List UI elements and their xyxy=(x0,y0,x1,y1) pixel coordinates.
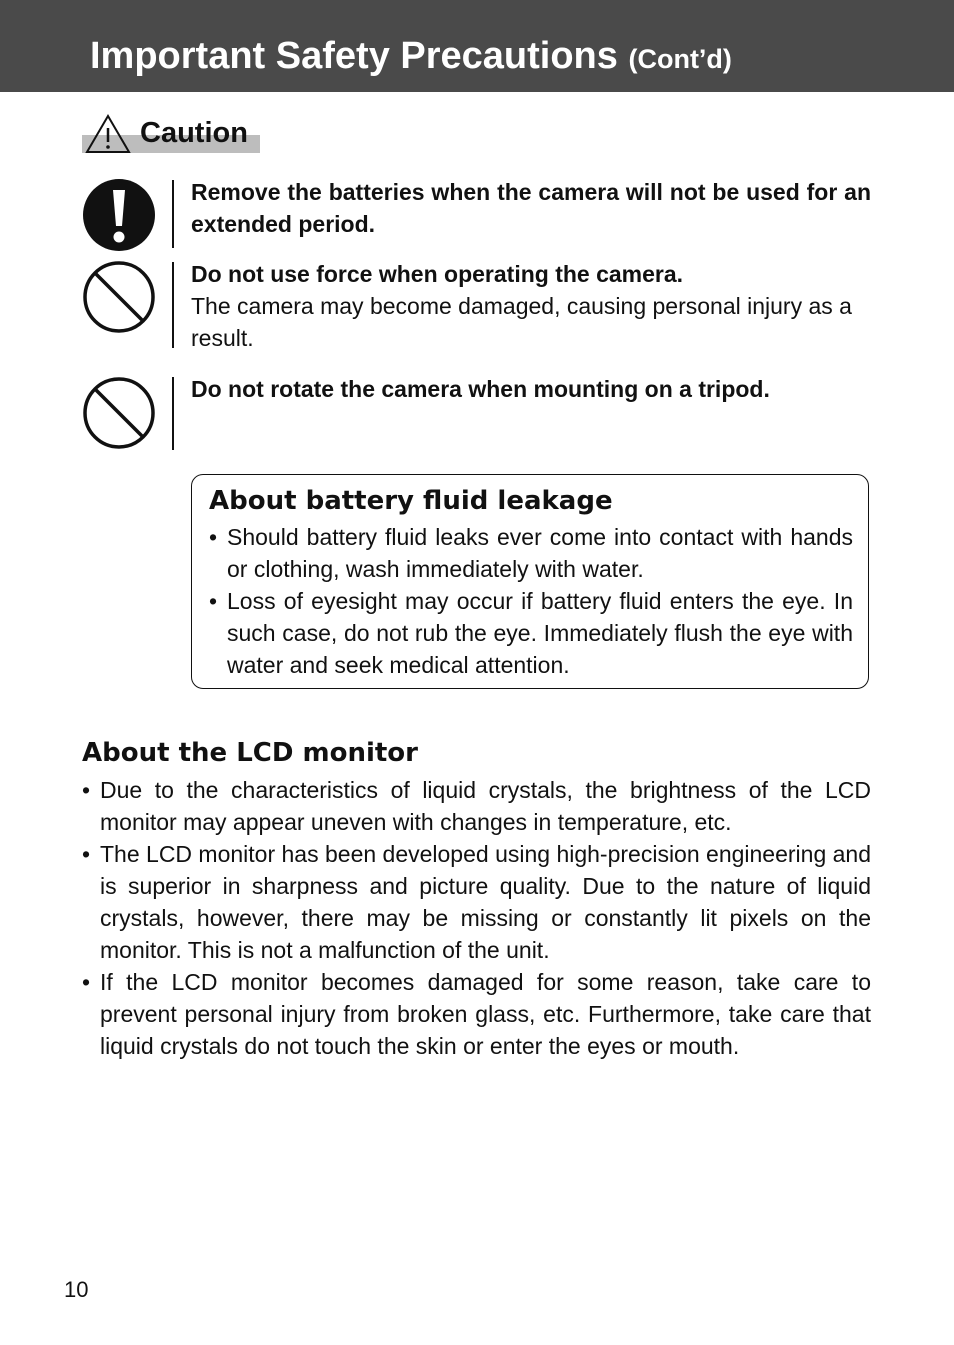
item-text xyxy=(191,176,871,240)
battery-fluid-note xyxy=(191,474,869,689)
exclamation-icon xyxy=(82,178,156,252)
item-text xyxy=(191,258,871,354)
list-item: • The LCD monitor has been developed using high-precision engineering and is superior in sharpness and picture quality. Due to the nature of liquid crystals, however, there may be missing or constantly lit pixels on the monitor. This is not a malfunction of the unit. xyxy=(82,838,871,966)
item-divider xyxy=(172,377,174,450)
note-bullet-list xyxy=(209,521,853,681)
list-item: • If the LCD monitor becomes damaged for some reason, take care to prevent personal injury from broken glass, etc. Furthermore, take care that liquid crystals do not touch the skin or enter the eyes or mouth. xyxy=(82,966,871,1062)
item-heading: Remove the batteries when the camera will not be used for an extended period. xyxy=(191,179,871,237)
item-divider xyxy=(172,262,174,348)
list-item: • Should battery fluid leaks ever come into contact with hands or clothing, wash immediately with water. xyxy=(209,521,853,585)
caution-label: Caution xyxy=(140,117,248,149)
lcd-bullet-list xyxy=(82,774,871,1062)
lcd-section-title: About the LCD monitor xyxy=(82,738,418,768)
item-heading: Do not rotate the camera when mounting on a tripod. xyxy=(191,376,770,402)
page-title xyxy=(90,34,732,81)
item-text xyxy=(191,373,871,405)
item-body: The camera may become damaged, causing personal injury as a result. xyxy=(191,293,852,351)
item-divider xyxy=(172,180,174,248)
note-title: About battery fluid leakage xyxy=(209,486,613,516)
prohibition-icon xyxy=(82,260,156,334)
page-number: 10 xyxy=(64,1277,89,1302)
prohibition-icon xyxy=(82,376,156,450)
list-item: • Loss of eyesight may occur if battery fluid enters the eye. In such case, do not rub the eye. Immediately flush the eye with water and seek medical attention. xyxy=(209,585,853,681)
item-heading: Do not use force when operating the camera. xyxy=(191,261,684,287)
page-header xyxy=(0,0,954,92)
warning-triangle-icon xyxy=(84,113,132,155)
page-title-main: Important Safety Precautions xyxy=(90,35,618,77)
list-item: • Due to the characteristics of liquid crystals, the brightness of the LCD monitor may appear uneven with changes in temperature, etc. xyxy=(82,774,871,838)
page-title-subtitle: (Cont’d) xyxy=(628,44,732,74)
